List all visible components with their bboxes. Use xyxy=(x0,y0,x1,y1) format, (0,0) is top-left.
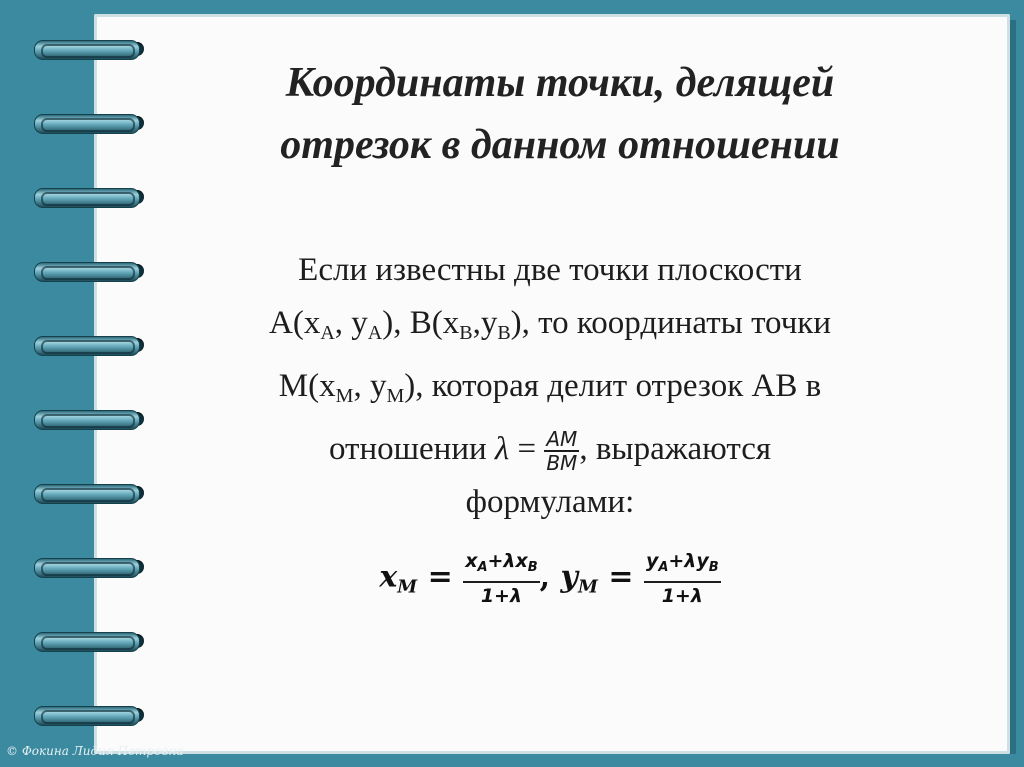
ring-band xyxy=(34,262,140,282)
text-fragment: M(x xyxy=(278,368,336,404)
copyright-text: © Фокина Лидия Петровна xyxy=(6,744,184,758)
text-fragment: ,y xyxy=(472,305,498,341)
subscript: A xyxy=(658,560,669,575)
binder-ring xyxy=(34,188,144,208)
body-line-3 xyxy=(130,360,970,423)
binder-ring xyxy=(34,706,144,726)
subscript: M xyxy=(577,576,598,598)
ring-band xyxy=(34,706,140,726)
text-fragment: ), то координаты точки xyxy=(510,305,831,341)
binder-ring xyxy=(34,632,144,652)
formula-y-lhs: y xyxy=(560,559,578,595)
body-line-5: формулами: xyxy=(465,484,635,520)
binder-ring xyxy=(34,410,144,430)
y-denominator: 1+λ xyxy=(661,585,703,607)
equals-sign: = xyxy=(417,559,464,595)
title-line-2: отрезок в данном отношении xyxy=(280,122,840,168)
text-fragment: +λy xyxy=(668,550,709,572)
binder-ring xyxy=(34,114,144,134)
body-line-4 xyxy=(130,423,970,476)
ring-band xyxy=(34,40,140,60)
fraction-denominator: BM xyxy=(546,451,578,476)
subscript: B xyxy=(497,322,511,344)
binder-ring xyxy=(34,336,144,356)
text-fragment: x xyxy=(465,550,478,572)
fraction-numerator: AM xyxy=(544,428,579,452)
ring-band xyxy=(34,558,140,578)
binder-ring xyxy=(34,262,144,282)
body-line-2 xyxy=(130,297,970,360)
y-fraction xyxy=(644,548,721,609)
subscript: A xyxy=(367,322,383,344)
subscript: M xyxy=(386,385,405,407)
x-fraction xyxy=(463,548,539,609)
subscript: B xyxy=(708,560,719,575)
ratio-fraction xyxy=(544,428,579,474)
y-numerator xyxy=(644,548,721,583)
ring-band xyxy=(34,188,140,208)
ring-band xyxy=(34,114,140,134)
text-fragment: , выражаются xyxy=(579,431,772,467)
text-fragment: , y xyxy=(334,305,368,341)
text-fragment: ), B(x xyxy=(382,305,460,341)
title-line-1: Координаты точки, делящей xyxy=(285,60,835,106)
subscript: B xyxy=(459,322,473,344)
subscript: M xyxy=(335,385,354,407)
binder-ring xyxy=(34,558,144,578)
ring-band xyxy=(34,336,140,356)
ring-band xyxy=(34,410,140,430)
slide-title xyxy=(130,52,990,176)
x-denominator: 1+λ xyxy=(480,585,522,607)
text-fragment: y xyxy=(645,550,659,572)
equals-sign: = xyxy=(597,559,644,595)
subscript: A xyxy=(320,322,335,344)
binder-ring xyxy=(34,484,144,504)
subscript: A xyxy=(477,560,488,575)
text-fragment: , y xyxy=(353,368,387,404)
text-fragment: отношении xyxy=(328,431,495,467)
subscript: B xyxy=(527,560,538,575)
body-line-1: Если известны две точки плоскости xyxy=(298,252,802,288)
ring-band xyxy=(34,484,140,504)
lambda-symbol: λ xyxy=(494,431,510,467)
x-numerator xyxy=(463,548,539,583)
equals-sign: = xyxy=(509,431,545,467)
separator: , xyxy=(539,559,561,595)
text-fragment: ), которая делит отрезок AB в xyxy=(404,368,822,404)
section-formula xyxy=(130,548,970,609)
subscript: M xyxy=(397,576,418,598)
text-fragment: A(x xyxy=(269,305,321,341)
binder-ring xyxy=(34,40,144,60)
text-fragment: +λx xyxy=(487,550,528,572)
ring-band xyxy=(34,632,140,652)
formula-x-lhs: x xyxy=(379,559,398,595)
body-text xyxy=(130,244,970,529)
